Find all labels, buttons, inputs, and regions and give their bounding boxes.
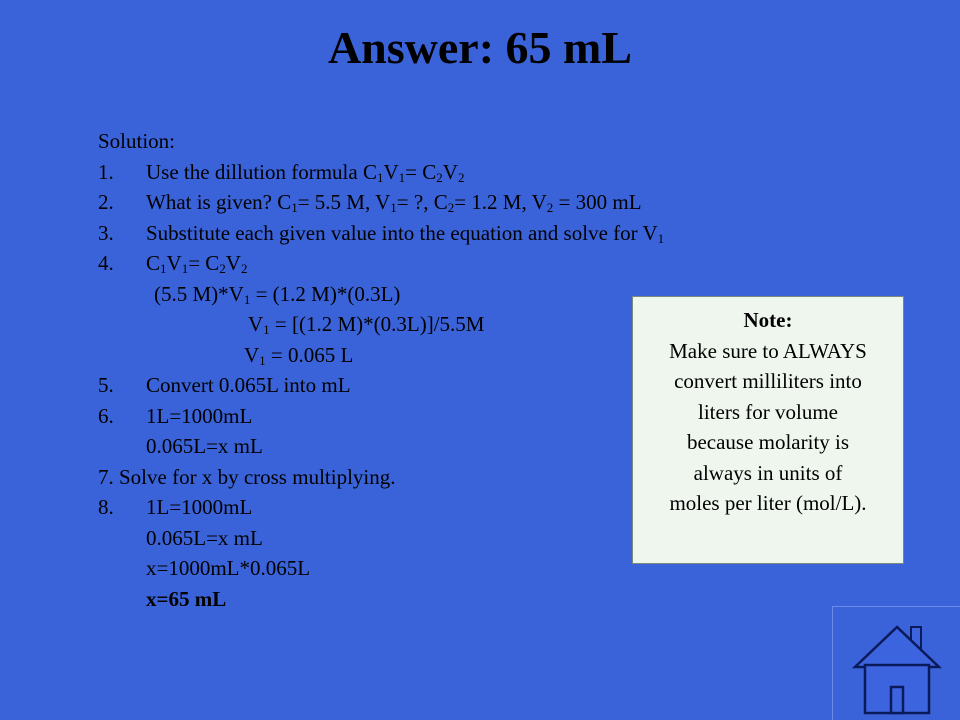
note-line: always in units of: [693, 460, 843, 485]
step-text: = C: [405, 159, 437, 184]
step-number: 3.: [98, 220, 114, 245]
home-button[interactable]: [832, 606, 960, 720]
step-4: [98, 248, 798, 279]
step-text: 1L=1000mL: [146, 403, 253, 428]
step-text: V: [383, 159, 399, 184]
step-text: = [(1.2 M)*(0.3L)]/5.5M: [269, 312, 485, 336]
subscript: 2: [219, 261, 226, 276]
step-6-continued: 0.065L=x mL: [146, 434, 263, 458]
home-icon: [851, 621, 943, 717]
note-line: convert milliliters into: [674, 369, 862, 393]
step-number: 8.: [98, 495, 114, 519]
subscript: 2: [546, 200, 554, 215]
subscript: 1: [291, 200, 298, 215]
step-text: = 5.5 M, V: [297, 190, 391, 214]
step-8-line-3: x=1000mL*0.065L: [146, 556, 311, 580]
subscript: 1: [657, 230, 665, 246]
step-text: Substitute each given value into the equation and solve for V: [146, 220, 658, 245]
step-text: V: [166, 251, 182, 275]
step-number: 2.: [98, 190, 114, 214]
subscript: 1: [243, 291, 251, 307]
step-text: V: [442, 159, 458, 184]
subscript: 1: [259, 352, 266, 368]
subscript: 1: [398, 169, 406, 185]
step-text: = (1.2 M)*(0.3L): [250, 281, 401, 306]
solution-heading: Solution:: [98, 129, 176, 153]
subscript: 2: [447, 200, 455, 215]
step-text: = 1.2 M, V: [454, 190, 547, 214]
note-title: Note:: [743, 308, 793, 332]
step-1: [98, 157, 798, 188]
subscript: 2: [436, 169, 443, 185]
subscript: 1: [160, 261, 167, 276]
step-text: (5.5 M)*V: [154, 281, 244, 306]
subscript: 2: [457, 169, 465, 185]
step-number: 6.: [98, 403, 114, 428]
note-line: Make sure to ALWAYS: [669, 338, 867, 363]
final-answer: x=65 mL: [146, 586, 227, 611]
note-line: liters for volume: [698, 399, 838, 424]
subscript: 1: [390, 200, 397, 215]
step-7: 7. Solve for x by cross multiplying.: [98, 464, 396, 489]
step-text: = 300 mL: [553, 190, 642, 214]
step-text: V: [248, 312, 264, 336]
subscript: 1: [376, 169, 384, 185]
note-line: because molarity is: [686, 430, 850, 454]
step-text: C: [146, 251, 161, 275]
step-number: 1.: [98, 159, 114, 184]
subscript: 1: [263, 322, 270, 337]
note-line: moles per liter (mol/L).: [669, 491, 867, 515]
step-2: [98, 187, 798, 218]
step-text: What is given? C: [146, 190, 292, 214]
step-8-line-2: 0.065L=x mL: [146, 525, 263, 550]
step-text: V: [244, 342, 260, 367]
subscript: 1: [181, 261, 189, 276]
step-number: 4.: [98, 251, 114, 275]
step-number: 5.: [98, 373, 114, 397]
step-text: 1L=1000mL: [146, 495, 253, 519]
step-text: V: [225, 251, 241, 275]
step-text: Convert 0.065L into mL: [146, 373, 351, 397]
step-text: = C: [188, 251, 220, 275]
slide-title: Answer: 65 mL: [327, 22, 633, 73]
step-text: = 0.065 L: [265, 342, 354, 367]
note-box: [632, 296, 904, 564]
step-text: Use the dillution formula C: [146, 159, 377, 184]
step-text: = ?, C: [396, 190, 448, 214]
step-3: [98, 218, 798, 249]
subscript: 2: [240, 261, 248, 276]
